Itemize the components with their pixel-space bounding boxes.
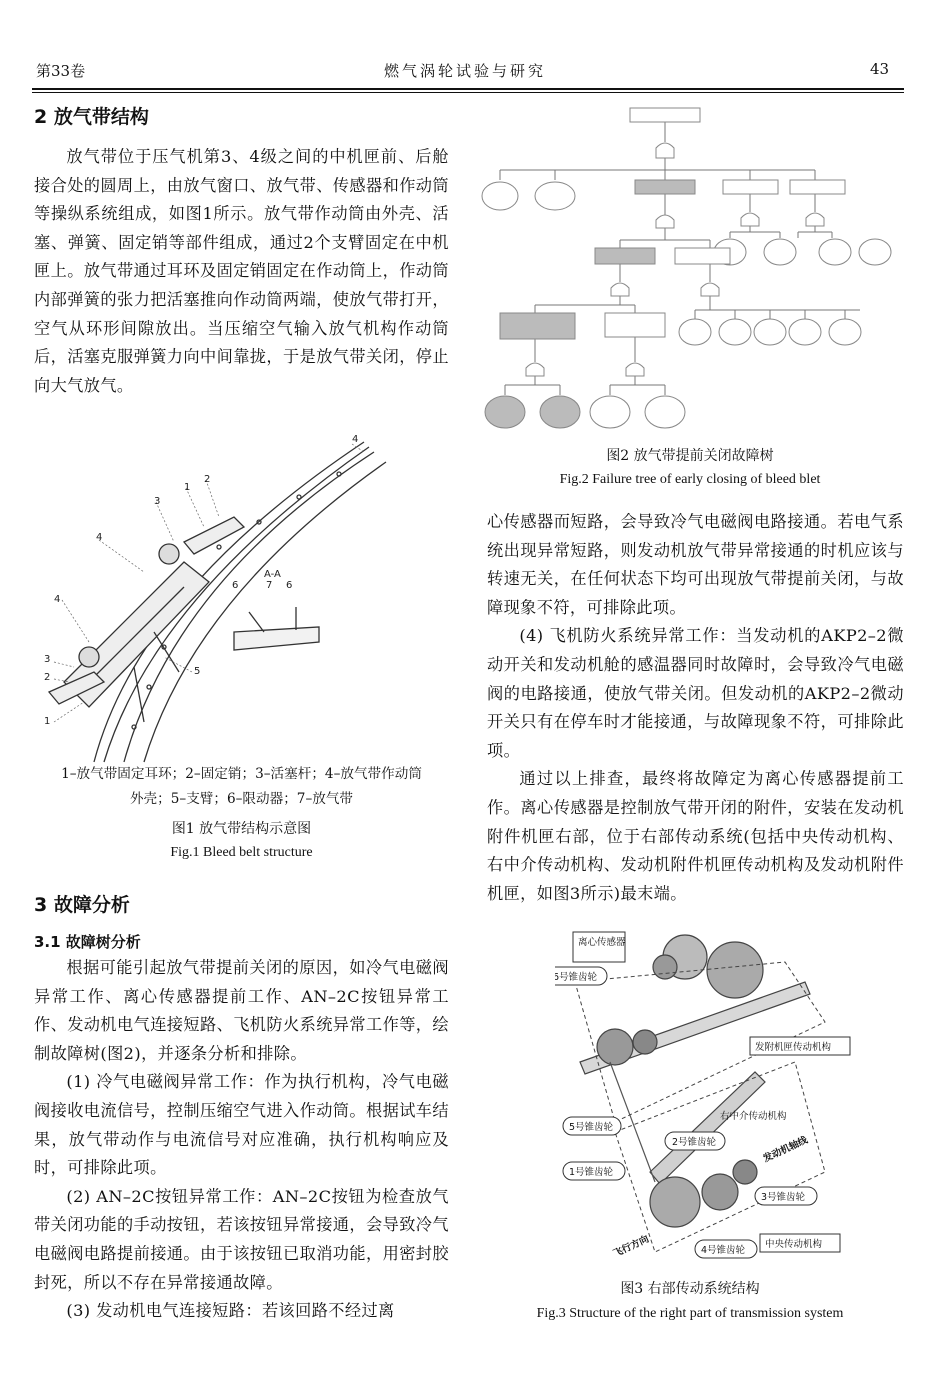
figure-3-caption-en: Fig.3 Structure of the right part of transmission system (536, 1306, 844, 1321)
figure-1-caption-en: Fig.1 Bleed belt structure (170, 845, 313, 860)
fig1-label: 2 (44, 672, 51, 683)
legend-line: 1–放气带固定耳环；2–固定销；3–活塞杆；4–放气带作动筒 (61, 766, 422, 782)
fault-tree-diagram (480, 100, 900, 440)
figure-1-legend (34, 762, 449, 812)
figure-3 (555, 922, 855, 1272)
fig3-label: 4号锥齿轮 (701, 1245, 746, 1256)
figure-2-caption-cn: 图2 放气带提前关闭故障树 (606, 448, 774, 464)
volume-label: 第33卷 (36, 62, 86, 80)
fig1-label: 1 (44, 716, 51, 727)
section-3-paragraph: (3) 发动机电气连接短路：若该回路不经过离 (66, 1301, 395, 1321)
figure-1-caption-cn: 图1 放气带结构示意图 (171, 821, 312, 837)
fig3-label: 飞行方向 (611, 1233, 651, 1260)
fig1-label: 5 (194, 666, 201, 677)
fig1-label: 7 (266, 580, 273, 591)
section-3-heading: 3 故障分析 (34, 894, 130, 916)
fig1-label: 4 (352, 434, 359, 445)
fig3-label: 2号锥齿轮 (672, 1137, 717, 1148)
fig1-section-label: A-A (264, 569, 281, 580)
subsection-3-1-heading: 3.1 故障树分析 (34, 933, 141, 951)
section-2-paragraph: 放气带位于压气机第3、4级之间的中机匣前、后舱接合处的圆周上，由放气窗口、放气带、传感器和作动筒等操纵系统组成，如图1所示。放气带作动筒由外壳、活塞、弹簧、固定销等部件组成，通过2个支臂固定在中机匣上。放气带通过耳环及固定销固定在作动筒上，作动筒内部弹簧的张力把活塞推向作动筒两端，使放气带打开，空气从环形间隙放出。当压缩空气输入放气机构作动筒后，活塞克服弹簧力向中间靠拢，于是放气带关闭，停止向大气放气。 (34, 147, 449, 395)
fig1-label: 3 (154, 496, 161, 507)
left-column (34, 102, 449, 400)
journal-title: 燃气涡轮试验与研究 (383, 62, 546, 80)
right-paragraph: (4) 飞机防火系统异常工作：当发动机的AKP2–2微动开关和发动机舱的感温器同时故障时，会导致冷气电磁阀的电路接通，使放气带关闭。但发动机的AKP2–2微动开关只有在停车时才能接通，与故障现象不符，可排除此项。 (487, 626, 904, 760)
header-rule (32, 88, 904, 90)
legend-line: 外壳；5–支臂；6–限动器；7–放气带 (129, 791, 354, 807)
section-3-paragraph: (2) AN–2C按钮异常工作：AN–2C按钮为检查放气带关闭功能的手动按钮，若该按钮异常接通，会导致冷气电磁阀电路提前接通。由于该按钮已取消功能，用密封胶封死，所以不存在异常接通故障。 (34, 1186, 449, 1292)
fig1-label: 2 (204, 474, 211, 485)
bleed-belt-drawing (34, 432, 449, 767)
page-number: 43 (870, 60, 890, 78)
right-paragraph: 心传感器而短路，会导致冷气电磁阀电路接通。若电气系统出现异常短路，则发动机放气带异常接通的时机应该与转速无关，在任何状态下均可出现放气带提前关闭，与故障现象不符，可排除此项。 (487, 512, 904, 617)
fig1-label: 3 (44, 654, 51, 665)
fig3-label: 发附机匣传动机构 (755, 1042, 832, 1053)
section-3-paragraph: 根据可能引起放气带提前关闭的原因，如冷气电磁阀异常工作、离心传感器提前工作、AN–2C按钮异常工作、发动机电气连接短路、飞机防火系统异常工作等，绘制故障树(图2)，并逐条分析和排除。 (34, 958, 449, 1063)
fig3-label: 6号锥齿轮 (555, 972, 598, 983)
fig3-label: 离心传感器 (578, 937, 626, 948)
right-column-text (487, 508, 904, 908)
section-3-paragraph: (1) 冷气电磁阀异常工作：作为执行机构，冷气电磁阀接收电流信号，控制压缩空气进入作动筒。根据试车结果，放气带动作与电流信号对应准确，执行机构响应及时，可排除此项。 (34, 1072, 449, 1178)
fig3-label: 5号锥齿轮 (569, 1122, 614, 1133)
figure-2 (480, 100, 900, 440)
fig3-label: 3号锥齿轮 (761, 1192, 806, 1203)
fig1-label: 6 (232, 580, 239, 591)
fig3-label: 1号锥齿轮 (569, 1167, 614, 1178)
fig3-label: 中央传动机构 (765, 1239, 823, 1250)
header-rule-thin (32, 92, 904, 93)
fig1-label: 6 (286, 580, 293, 591)
right-paragraph: 通过以上排查，最终将故障定为离心传感器提前工作。离心传感器是控制放气带开闭的附件，安装在发动机附件机匣右部，位于右部传动系统(包括中央传动机构、右中介传动机构、发动机附件机匣传动机构及发动机附件机匣，如图3所示)最末端。 (487, 769, 904, 903)
fig3-label: 右中介传动机构 (720, 1111, 787, 1122)
section-3 (34, 890, 449, 1326)
figure-2-caption-en: Fig.2 Failure tree of early closing of bleed blet (559, 472, 821, 487)
fig1-label: 1 (184, 482, 191, 493)
section-2-heading: 2 放气带结构 (34, 106, 149, 128)
fig3-label: 发动机轴线 (761, 1134, 810, 1165)
figure-3-caption-cn: 图3 右部传动系统结构 (620, 1281, 760, 1297)
figure-1 (34, 432, 449, 767)
transmission-drawing (555, 922, 855, 1272)
fig1-label: 4 (96, 532, 103, 543)
fig1-label: 4 (54, 594, 61, 605)
